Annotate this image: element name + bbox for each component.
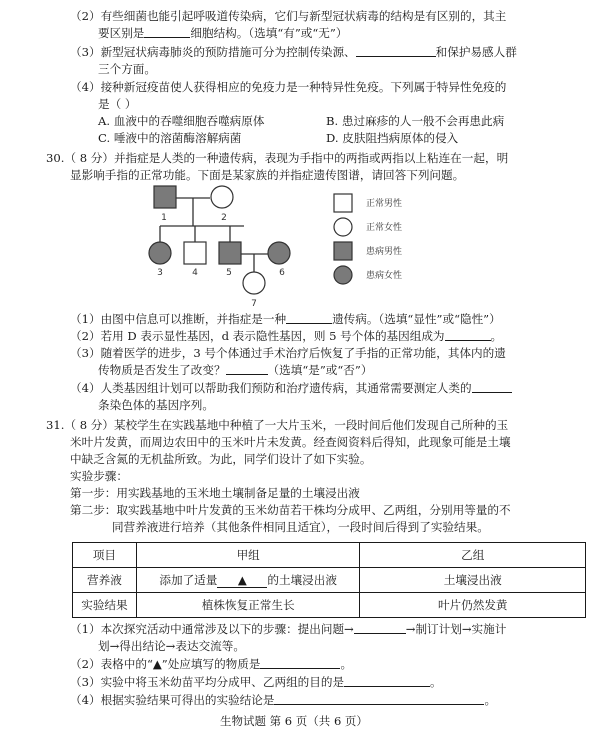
legend-normal-female [332, 216, 452, 238]
q29-option-a[interactable]: A. 血液中的吞噬细胞吞噬病原体 [98, 114, 265, 128]
q31-p4 [70, 693, 496, 707]
table-cell-result-b: 叶片仍然发黄 [360, 593, 586, 618]
legend-label-affected-male: 患病男性 [366, 247, 403, 257]
table-header-group-b: 乙组 [360, 543, 586, 568]
q30-p3-blank[interactable] [226, 363, 268, 375]
q31-step2-line2: 同营养液进行培养（其他条件相同且适宜），一段时间后得到了实验结果。 [112, 520, 489, 534]
pedigree-affected-male-5 [219, 242, 241, 264]
q30-p3-text-post: （选填“是”或“否”） [267, 363, 373, 377]
q30-p2 [70, 329, 502, 343]
experiment-table [72, 542, 586, 618]
table-row-result [73, 593, 586, 618]
q29-option-d[interactable]: D. 皮肤阻挡病原体的侵入 [326, 131, 459, 145]
triangle-marker: ▲ [237, 573, 247, 587]
q31-p2-text: （2）表格中的“▲”处应填写的物质是 [70, 657, 261, 671]
q31-p3-blank[interactable] [344, 675, 430, 687]
q29-option-c[interactable]: C. 唾液中的溶菌酶溶解病菌 [98, 131, 242, 145]
table-cell-result-label: 实验结果 [73, 593, 137, 618]
q31-p1-line2: 划→得出结论→表达交流等。 [98, 639, 245, 653]
q30-p3-line1: （3）随着医学的进步，3 号个体通过手术治疗后恢复了手指的正常功能，其体内的遗 [70, 346, 506, 360]
q29-p3-text: （3）新型冠状病毒肺炎的预防措施可分为控制传染源、 [70, 45, 356, 59]
q29-p3-text-post: 和保护易感人群 [435, 45, 517, 59]
q30-p2-text: （2）若用 D 表示显性基因，d 表示隐性基因，则 5 号个体的基因组成为 [70, 329, 445, 343]
q31-p2 [70, 657, 352, 671]
q29-p2-line2 [98, 26, 347, 40]
q30-p3-line2 [98, 363, 372, 377]
pedigree-label-5: 5 [226, 268, 232, 278]
nutrient-a-text: 添加了适量 [159, 573, 218, 587]
q31-intro-line1: 31.（ 8 分）某校学生在实践基地中种植了一大片玉米，一段时间后他们发现自己所种的玉 [46, 418, 509, 432]
q31-p3-text-post: 。 [430, 675, 442, 689]
q31-intro-line2: 米叶片发黄，而周边农田中的玉米叶片未发黄。经查阅资料后得知，此现象可能是土壤 [70, 435, 511, 449]
q31-step1: 第一步：用实践基地的玉米地土壤制备足量的土壤浸出液 [70, 486, 360, 500]
pedigree-normal-female-7 [243, 272, 265, 294]
q31-p1-text-post: →制订计划→实施计 [405, 622, 507, 636]
q31-p3-text: （3）实验中将玉米幼苗平均分成甲、乙两组的目的是 [70, 675, 345, 689]
q29-p2-line1: （2）有些细菌也能引起呼吸道传染病，它们与新型冠状病毒的结构是有区别的，其主 [70, 9, 507, 23]
q30-p4-blank[interactable] [472, 381, 512, 393]
table-header-item: 项目 [73, 543, 137, 568]
q31-p4-text-post: 。 [484, 693, 497, 707]
q31-steps-title: 实验步骤： [70, 469, 128, 483]
q31-p1-blank[interactable] [354, 622, 406, 634]
q31-p2-text-post: 。 [340, 657, 353, 671]
q29-p4-line2: 是（ ） [98, 97, 137, 111]
q31-p3 [70, 675, 442, 689]
q30-intro-line2: 显影响手指的正常功能。下面是某家族的并指症遗传图谱，请回答下列问题。 [70, 168, 465, 182]
q31-p2-blank[interactable] [260, 657, 340, 669]
pedigree-label-4: 4 [192, 268, 198, 278]
table-cell-nutrient-a [136, 568, 360, 593]
q31-p4-text: （4）根据实验结果可得出的实验结论是 [70, 693, 275, 707]
q31-p1-text: （1）本次探究活动中通常涉及以下的步骤：提出问题→ [70, 622, 354, 636]
q29-p2-text: 要区别是 [98, 26, 145, 40]
pedigree-label-2: 2 [221, 213, 227, 223]
pedigree-label-7: 7 [251, 299, 257, 309]
pedigree-affected-male-1 [154, 186, 176, 208]
q29-p3-line1 [70, 45, 517, 59]
legend-label-normal-male: 正常男性 [366, 199, 403, 209]
legend-affected-female [332, 264, 452, 286]
q30-p2-text-post: 。 [490, 329, 503, 343]
q31-step2-line1: 第二步：取实践基地中叶片发黄的玉米幼苗若干株均分成甲、乙两组，分别用等量的不 [70, 503, 511, 517]
table-header-group-a: 甲组 [136, 543, 360, 568]
page-footer: 生物试题 第 6 页（共 6 页） [220, 714, 368, 728]
pedigree-label-6: 6 [279, 268, 285, 278]
table-header-row [73, 543, 586, 568]
q29-p3-blank[interactable] [356, 45, 436, 57]
legend-label-normal-female: 正常女性 [366, 223, 403, 233]
pedigree-normal-male-4 [184, 242, 206, 264]
legend-normal-male [332, 192, 452, 214]
q30-p1 [70, 312, 501, 326]
q31-p1-line1 [70, 622, 506, 636]
q31-p4-blank[interactable] [274, 693, 484, 705]
legend-affected-male [332, 240, 452, 262]
pedigree-label-3: 3 [157, 268, 163, 278]
q30-p2-blank[interactable] [445, 329, 491, 341]
q29-p4-line1: （4）接种新冠疫苗使人获得相应的免疫力是一种特异性免疫。下列属于特异性免疫的 [70, 80, 507, 94]
q29-p3-line2: 三个方面。 [98, 62, 156, 76]
table-cell-nutrient-label: 营养液 [73, 568, 137, 593]
table-cell-nutrient-b: 土壤浸出液 [360, 568, 586, 593]
q30-p4-line1 [70, 381, 512, 395]
q30-p1-text-post: 遗传病。（选填“显性”或“隐性”） [332, 312, 501, 326]
q29-p2-text-post: 细胞结构。（选填“有”或“无”） [190, 26, 348, 40]
q30-intro-line1: 30.（ 8 分）并指症是人类的一种遗传病，表现为手指中的两指或两指以上粘连在一起，明 [46, 151, 509, 165]
q31-intro-line3: 中缺乏含氮的无机盐所致。为此，同学们设计了如下实验。 [70, 452, 372, 466]
q29-option-b[interactable]: B. 患过麻疹的人一般不会再患此病 [326, 114, 505, 128]
q30-p4-text: （4）人类基因组计划可以帮助我们预防和治疗遗传病，其通常需要测定人类的 [70, 381, 472, 395]
q30-p1-text: （1）由图中信息可以推断，并指症是一种 [70, 312, 287, 326]
q30-p4-line2: 条染色体的基因序列。 [98, 398, 214, 412]
pedigree-normal-female-2 [211, 186, 233, 208]
q30-p3-text: 传物质是否发生了改变？ [98, 363, 226, 377]
q30-p1-blank[interactable] [286, 312, 332, 324]
pedigree-affected-female-3 [149, 242, 171, 264]
legend-label-affected-female: 患病女性 [366, 271, 403, 281]
pedigree-diagram [142, 176, 322, 316]
pedigree-label-1: 1 [161, 213, 167, 223]
q29-p2-blank[interactable] [144, 26, 190, 38]
pedigree-affected-female-6 [268, 242, 290, 264]
table-cell-result-a: 植株恢复正常生长 [136, 593, 360, 618]
table-row-nutrient [73, 568, 586, 593]
nutrient-a-text-post: 的土壤浸出液 [267, 573, 337, 587]
nutrient-a-blank[interactable] [217, 573, 267, 588]
